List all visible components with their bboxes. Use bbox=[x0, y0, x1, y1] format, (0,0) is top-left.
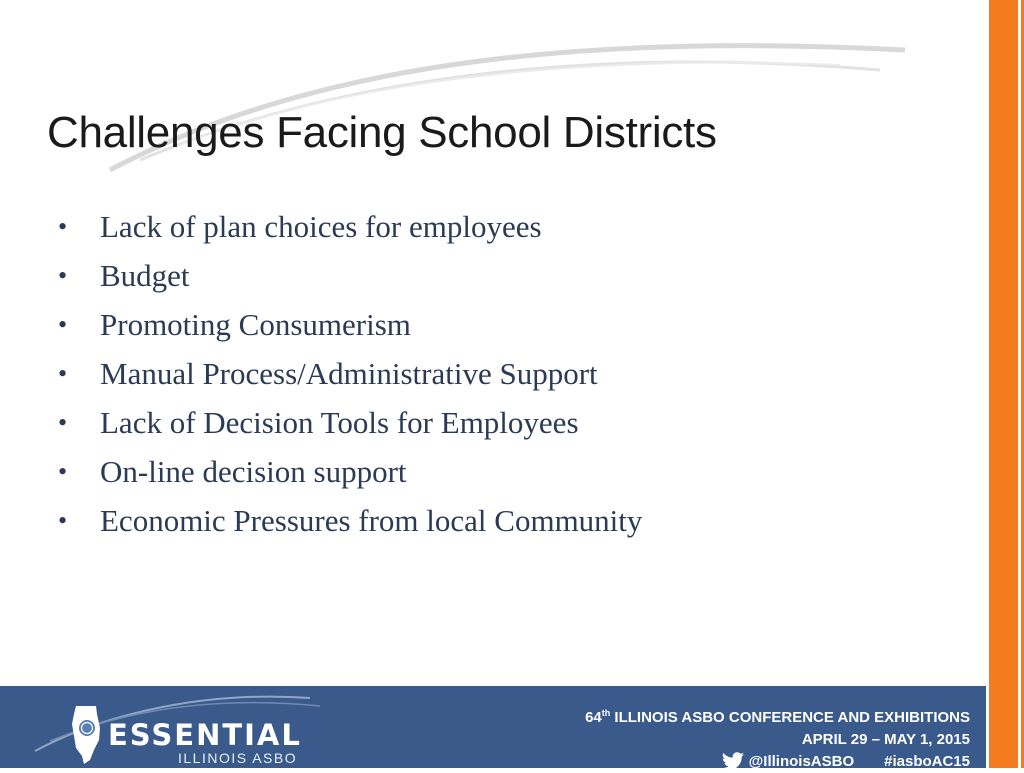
twitter-handle-link[interactable]: @IllinoisASBO bbox=[748, 753, 855, 770]
brand-wordmark: ESSENTIAL bbox=[108, 718, 302, 752]
list-item bbox=[58, 499, 642, 548]
footer-banner bbox=[0, 686, 986, 768]
twitter-bird-icon bbox=[721, 752, 745, 772]
conference-ordinal-suffix: th bbox=[601, 708, 611, 718]
list-item bbox=[58, 205, 642, 254]
illinois-map-icon bbox=[70, 704, 106, 766]
social-line bbox=[585, 751, 970, 773]
bullet-text: Promoting Consumerism bbox=[100, 307, 411, 342]
bullet-text: Lack of plan choices for employees bbox=[100, 209, 542, 244]
list-item bbox=[58, 254, 642, 303]
bullet-icon: • bbox=[58, 359, 68, 388]
bullet-icon: • bbox=[58, 310, 68, 339]
orange-side-bar bbox=[986, 0, 1024, 768]
conference-title: ILLINOIS ASBO CONFERENCE AND EXHIBITIONS bbox=[614, 709, 970, 726]
hashtag-link[interactable]: #iasboAC15 bbox=[884, 753, 970, 770]
conference-info bbox=[585, 702, 970, 773]
bullet-text: Economic Pressures from local Community bbox=[100, 503, 643, 538]
bullet-text: Lack of Decision Tools for Employees bbox=[100, 405, 579, 440]
bullet-icon: • bbox=[58, 506, 68, 535]
conference-number: 64 bbox=[585, 709, 602, 726]
slide-title: Challenges Facing School Districts bbox=[47, 108, 717, 157]
list-item bbox=[58, 352, 642, 401]
bullet-text: Manual Process/Administrative Support bbox=[100, 356, 598, 391]
conference-dates: APRIL 29 – MAY 1, 2015 bbox=[801, 731, 970, 748]
list-item bbox=[58, 401, 642, 450]
bullet-icon: • bbox=[58, 408, 68, 437]
conference-title-line bbox=[585, 702, 970, 729]
bullet-text: Budget bbox=[100, 258, 190, 293]
bullet-text: On-line decision support bbox=[100, 454, 407, 489]
bullet-icon: • bbox=[58, 457, 68, 486]
bullet-list bbox=[58, 205, 642, 548]
brand-subtitle: ILLINOIS ASBO bbox=[178, 750, 298, 766]
bullet-icon: • bbox=[58, 261, 68, 290]
list-item bbox=[58, 450, 642, 499]
list-item bbox=[58, 303, 642, 352]
bullet-icon: • bbox=[58, 212, 68, 241]
